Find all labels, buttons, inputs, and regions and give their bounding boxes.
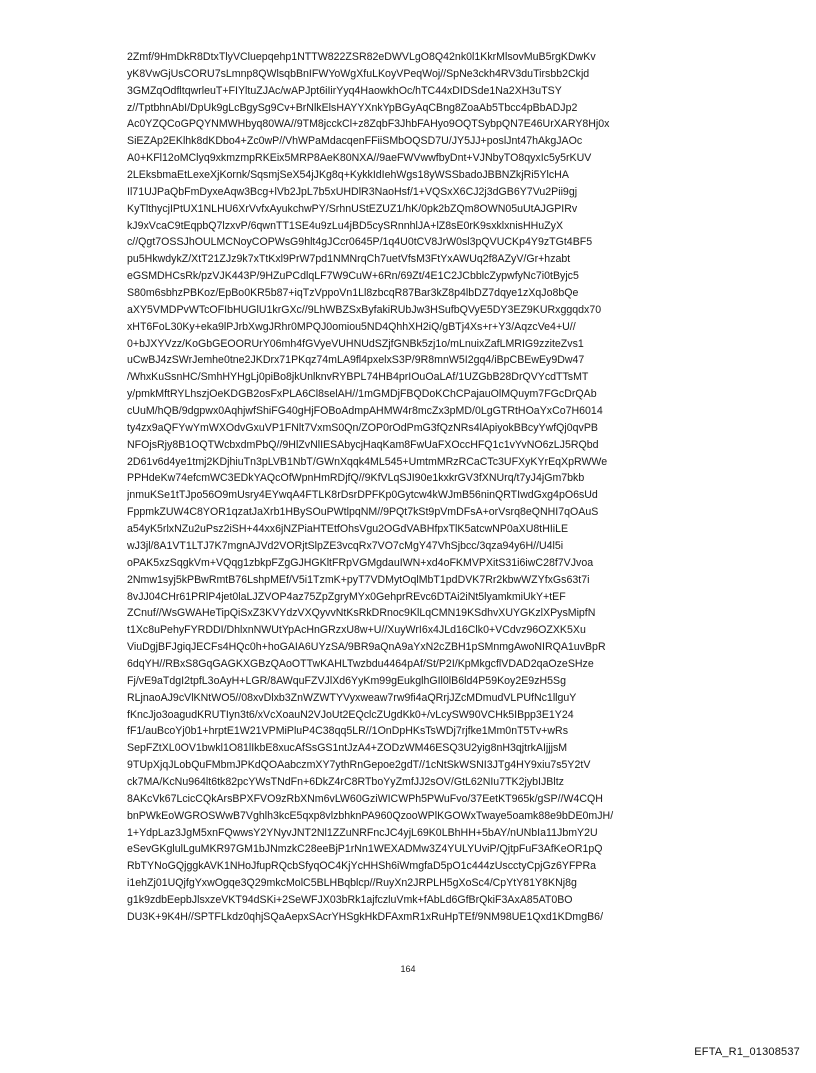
text-line: oPAK5xzSqgkVm+VQqg1zbkpFZgGJHGKltFRpVGMgdauIWN+xd4oFKMVPXitS31i6iwC28f7VJvoa <box>127 556 594 569</box>
text-line: z//TptbhnAbI/DpUk9gLcBgySg9Cv+BrNlkElsHAYYXnkYpBGyAqCBng8ZoaAb5Tbcc4pBbADJp2 <box>127 101 578 114</box>
text-line: kJ9xVcaC9tEqpbQ7lzxvP/6qwnTT1SE4u9zLu4jBD5cySRnnhlJA+lZ8sE0rK9sxklxnisHHuZyX <box>127 219 564 232</box>
text-line: i1ehZj01UQjfgYxwOgqe3Q29mkcMolC5BLHBqblcp//RuyXn2JRPLH5gXoSc4/CpYtY81Y8KNj8g <box>127 877 577 890</box>
text-line: SiEZAp2EKlhk8dKDbo4+Zc0wP//VhWPaMdacqenFFiiSMbOQSD7U/JY5JJ+poslJnt47hAkgJAOc <box>127 135 583 148</box>
text-line: ZCnuf//WsGWAHeTipQiSxZ3KVYdzVXQyvvNtKsRkDRnoc9KlLqCMN19KSdhvXUYGKzlXPysMipfN <box>127 607 596 620</box>
text-line: Fj/vE9aTdgI2tpfL3oAyH+LGR/8AWquFZVJlXd6YyKm99gEukglhGIl0lB6ld4P59Koy2E9zH5Sg <box>127 674 566 687</box>
text-line: fKncJjo3oagudKRUTIyn3t6/xVcXoauN2VJoUt2EQclcZUgdKk0+/vLcySW90VCHk5IBpp3E1Y24 <box>127 708 574 721</box>
text-line: pu5HkwdykZ/XtT21ZJz9k7xTtKxl9PrW7pd1NMNrqCh7uetVfsM3FtYxAWUq2f8AZyV/Gr+hzabt <box>127 253 571 266</box>
text-line: KyTlthycjIPtUX1NLHU6XrVvfxAyukchwPY/SrhnUStEZUZ1/hK/0pk2bZQm8OWN05uUtAJGPIRv <box>127 202 578 215</box>
bates-number: EFTA_R1_01308537 <box>694 1046 800 1058</box>
encoded-text-block <box>127 49 707 926</box>
text-line: /WhxKuSsnHC/SmhHYHgLj0piBo8jkUnlknvRYBPL74HB4prIOuOaLAf/1UZGbB28DrQVYcdTTsMT <box>127 371 589 384</box>
page-number: 164 <box>400 964 416 974</box>
text-line: RbTYNoGQjggkAVK1NHoJfupRQcbSfyqOC4KjYcHHSh6iWmgfaD5pO1c444zUscctyCpjGz6YFPRa <box>127 860 597 873</box>
text-line: fF1/auBcoYj0b1+hrptE1W21VPMiPluP4C38qq5LR//1OnDpHKsTsWDj7rjfke1Mm0nT5Tv+wRs <box>127 725 569 738</box>
text-line: 6dqYH//RBxS8GqGAGKXGBzQAoOTTwKAHLTwzbdu4464pAf/St/P2I/KpMkgcflVDAD2qaOzeSHze <box>127 657 594 670</box>
text-line: t1Xc8uPehyFYRDDI/DhlxnNWUtYpAcHnGRzxU8w+U//XuyWrI6x4JLd16Clk0+VCdvz96OZXK5Xu <box>127 624 586 637</box>
text-line: yK8VwGjUsCORU7sLmnp8QWlsqbBnIFWYoWgXfuLKoyVPeqWoj//SpNe3ckh4RV3duTirsbb2Ckjd <box>127 67 590 80</box>
text-line: FppmkZUW4C8YOR1qzatJaXrb1HBySOuPWtlpqNM//9PQt7kSt9pVmDFsA+orVsrq8eQNHI7qOAuS <box>127 506 599 519</box>
text-line: 3GMZqOdfltqwrleuT+FIYltuZJAc/wAPJpt6iIirYyq4HaowkhOc/hTC44xDIDSde1Na2XH3uTSY <box>127 84 562 97</box>
text-line: 2LEksbmaEtLexeXjKornk/SqsmjSeX54jJKg8q+KykkIdIehWgs18yWSSbadoJBBNZkjRi5YlcHA <box>127 169 569 182</box>
text-line: S80m6sbhzPBKoz/EpBo0KR5b87+iqTzVppoVn1Ll8zbcqR87Bar3kZ8p4lbDZ7dqye1zXqJo8bQe <box>127 287 579 300</box>
text-line: jnmuKSe1tTJpo56O9mUsry4EYwqA4FTLK8rDsrDPFKp0Gytcw4kWJmB56ninQRTIwdGxg4pO6sUd <box>127 489 598 502</box>
text-line: xHT6FoL30Ky+eka9lPJrbXwgJRhr0MPQJ0omiou5ND4QhhXH2iQ/gBTj4Xs+r+Y3/AqzcVe4+U// <box>127 320 576 333</box>
text-line: NFOjsRjy8B1OQTWcbxdmPbQ//9HlZvNlIESAbycjHaqKam8FwUaFXOccHFQ1c1vYvNO6zLJ5RQbd <box>127 438 599 451</box>
text-line: 9TUpXjqJLobQuFMbmJPKdQOAabczmXY7ythRnGepoe2gdT//1cNtSkWSNI3JTg4HY9xiu7s5Y2tV <box>127 759 591 772</box>
text-line: y/pmkMftRYLhszjOeKDGB2osFxPLA6Cl8selAH//1mGMDjFBQDoKChCPajauOlMQuym7FGcDrQAb <box>127 388 597 401</box>
text-line: 1+YdpLaz3JgM5xnFQwwsY2YNyvJNT2Nl1ZZuNRFncJC4yjL69K0LBhHH+5bAY/nUNbIa11JbmY2U <box>127 826 598 839</box>
text-line: RLjnaoAJ9cVlKNtWO5//08xvDlxb3ZnWZWTYVyxweaw7rw9fi4aQRrjJZcMDmudVLPUfNc1llguY <box>127 691 577 704</box>
text-line: ck7MA/KcNu964lt6tk82pcYWsTNdFn+6DkZ4rC8RTboYyZmfJJ2sOV/GtL62NIu7TK2jybIJBltz <box>127 775 564 788</box>
text-line: bnPWkEoWGROSWwB7Vghlh3kcE5qxp8vlzbhknPA960QzooWPlKGOWxTwaye5oamk88e9bDE0mJH/ <box>127 809 614 822</box>
text-line: SepFZtXL0OV1bwkl1O81lIkbE8xucAfSsGS1ntJzA4+ZODzWM46ESQ3U2yig8nH3qjtrkAIjjjsM <box>127 742 568 755</box>
text-line: ViuDgjBFJgiqJECFs4HQc0h+hoGAIA6UYzSA/9BR9aQnA9aYxN2cZBH1pSMnmgAwoNIRQA1uvBpR <box>127 641 606 654</box>
text-line: A0+KFl12oMClyq9xkmzmpRKEix5MRP8AeK80NXA//9aeFWVwwfbyDnt+VJNbyTO8qyxIc5y5rKUV <box>127 152 592 165</box>
text-line: eGSMDHCsRk/pzVJK443P/9HZuPCdlqLF7W9CuW+6Rn/69Zt/4E1C2JCbblcZypwfyNc7i0tByjc5 <box>127 270 579 283</box>
text-line: PPHdeKw74efcmWC3EDkYAQcOfWpnHmRDjfQ//9KfVLqSJI90e1kxkrGV3fXNUrq/t7yJ4jGm7bkb <box>127 472 585 485</box>
text-line: 8AKcVk67LcicCQkArsBPXFVO9zRbXNm6vLW60GziWICWPh5PWuFvo/37EetKT965k/gSP//W4CQH <box>127 792 603 805</box>
text-line: uCwBJ4zSWrJemhe0tne2JKDrx71PKqz74mLA9fl4pxelxS3P/9R8mnW5I2gq4/iBpCBEwEy9Dw47 <box>127 354 585 367</box>
text-line: eSevGKglulLguMKR97GM1bJNmzkC28eeBjP1rNn1WEXADMw3Z4YULYUviP/QjtpFuF3AfKeOR1pQ <box>127 843 603 856</box>
text-line: 2Zmf/9HmDkR8DtxTlyVCluepqehp1NTTW822ZSR82eDWVLgO8Q42nk0l1KkrMlsovMuB5rgKDwKv <box>127 51 596 63</box>
text-line: g1k9zdbEepbJlsxzeVKT94dSKi+2SeWFJX03bRk1ajfczluVmk+fAbLd6GfBrQkiF3AxA85AT0BO <box>127 893 573 906</box>
text-line: 8vJJ04CHr61PRlP4jet0laLJZVOP4az75ZpZgryMYx0GehprREvc6DTAi2iNt5lyamkmiUkY+tEF <box>127 590 566 603</box>
text-line: 2Nmw1syj5kPBwRmtB76LshpMEf/V5i1TzmK+pyT7VDMytOqlMbT1pdDVK7Rr2kbwWZYfxGs63t7i <box>127 573 590 586</box>
text-line: ty4zx9aQFYwYmWXOdvGxuVP1FNlt7VxmS0Qn/ZOP0rOdPmG3fQzNRs4lApiyokBBcyYwfQj0qvPB <box>127 421 598 434</box>
text-line: Ac0YZQCoGPQYNMWHbyq80WA//9TM8jcckCl+z8ZqbF3JhbFAHyo9OQTSybpQN7E46UrXARY8Hj0x <box>127 118 610 131</box>
text-line: 0+bJXYVzz/KoGbGEOORUrY06mh4fGVyeVUHNUdSZjfGNBk5zj1o/mLnuixZafLMRIG9zziteZvs1 <box>127 337 584 350</box>
text-line: cUuM/hQB/9dgpwx0AqhjwfShiFG40gHjFOBoAdmpAHMW4r8mcZx3pMD/0LgGTRtHOaYxCo7H6014 <box>127 405 603 418</box>
text-line: 2D61v6d4ye1tmj2KDjhiuTn3pLVB1NbT/GWnXqqk4ML545+UmtmMRzRCaCTc3UFXyKYrEqXpRWWe <box>127 455 608 468</box>
text-line: Il71UJPaQbFmDyxeAqw3Bcg+lVb2JpL7b5xUHDlR3NaoHsf/1+VQSxX6CJ2j3dGB6Y7Vu2Pii9gj <box>127 185 578 198</box>
text-line: wJ3jl/8A1VT1LTJ7K7mgnAJVd2VORjtSlpZE3vcqRx7VO7cMgY47VhSjbcc/3qza94y6H//U4l5i <box>127 539 564 552</box>
text-line: DU3K+9K4H//SPTFLkdz0qhjSQaAepxSAcrYHSgkHkDFAxmR1xRuHpTEf/9NM98UE1Qxd1KDmgB6/ <box>127 910 604 923</box>
text-line: a54yK5rlxNZu2uPsz2iSH+44xx6jNZPiaHTEtfOhsVgu2OGdVABHfpxTlK5atcwNP0aXU8tHIiLE <box>127 523 569 536</box>
text-line: c//Qgt7OSSJhOULMCNoyCOPWsG9hlt4gJCcr0645P/1q4U0tCV8JrW0sl3pQVUCKp4Y9zTGt4BF5 <box>127 236 593 249</box>
text-line: aXY5VMDPvWTcOFIbHUGlU1krGXc//9LhWBZSxByfakiRUbJw3HSufbQVyE5DY3EZ9KURxggqdx70 <box>127 303 602 316</box>
